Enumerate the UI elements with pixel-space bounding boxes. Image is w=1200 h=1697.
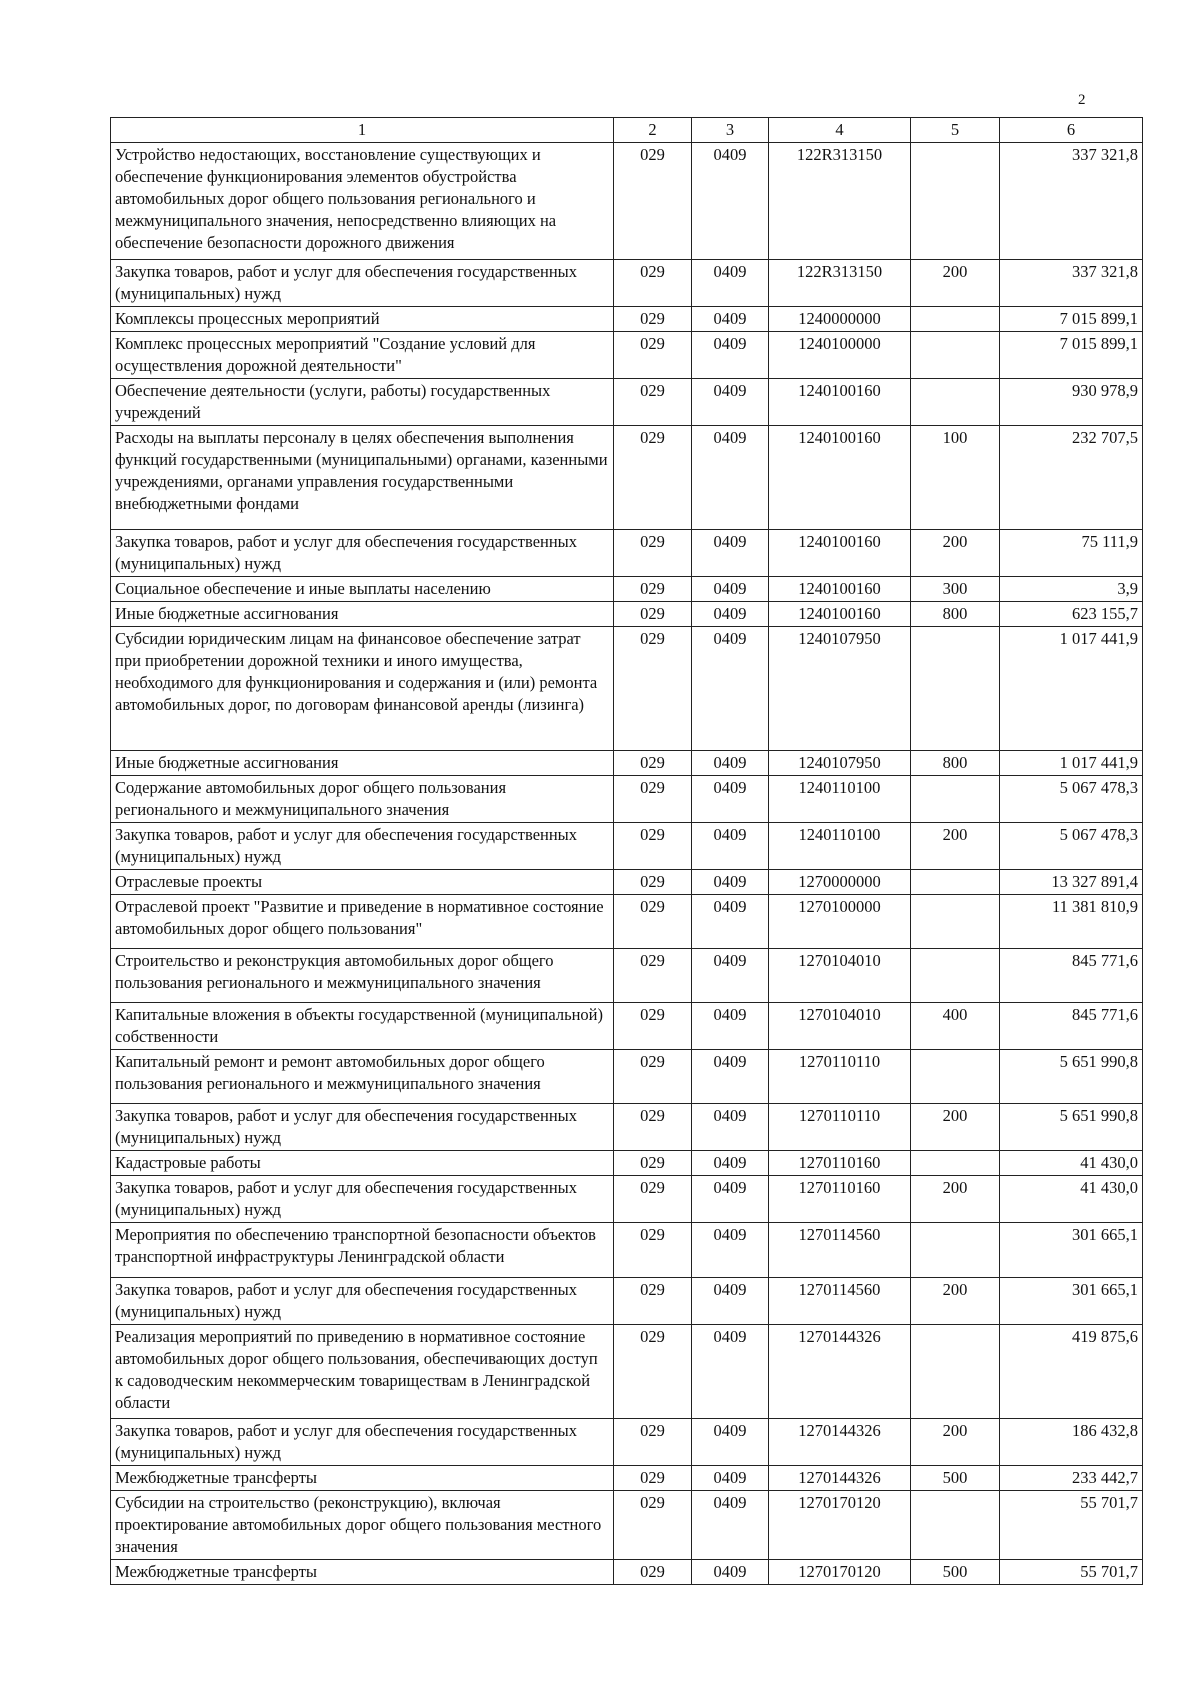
row-target-article-code: 1270114560 — [769, 1223, 911, 1278]
row-amount: 55 701,7 — [1000, 1491, 1143, 1560]
table-row — [111, 1278, 1143, 1325]
row-grbs-code: 029 — [614, 602, 692, 627]
row-amount: 845 771,6 — [1000, 949, 1143, 1003]
row-section-code: 0409 — [692, 143, 769, 260]
table-row — [111, 1466, 1143, 1491]
row-section-code: 0409 — [692, 1151, 769, 1176]
row-amount: 1 017 441,9 — [1000, 627, 1143, 751]
row-name: Расходы на выплаты персоналу в целях обеспечения выполнения функций государственными (муниципальными) органами, казенными учреждениями, органами управления государственными внебюджетными фондами — [111, 426, 614, 530]
row-amount: 337 321,8 — [1000, 260, 1143, 307]
row-section-code: 0409 — [692, 332, 769, 379]
row-amount: 5 067 478,3 — [1000, 776, 1143, 823]
table-row — [111, 379, 1143, 426]
row-target-article-code: 1270110110 — [769, 1104, 911, 1151]
row-grbs-code: 029 — [614, 530, 692, 577]
row-section-code: 0409 — [692, 1003, 769, 1050]
row-expense-type-code — [911, 776, 1000, 823]
row-section-code: 0409 — [692, 1491, 769, 1560]
row-section-code: 0409 — [692, 1560, 769, 1585]
row-expense-type-code: 200 — [911, 1419, 1000, 1466]
row-name: Закупка товаров, работ и услуг для обеспечения государственных (муниципальных) нужд — [111, 530, 614, 577]
row-amount: 55 701,7 — [1000, 1560, 1143, 1585]
row-name: Субсидии юридическим лицам на финансовое обеспечение затрат при приобретении дорожной техники и иного имущества, необходимого для функционирования и содержания и (или) ремонта автомобильных дорог, по договорам финансовой аренды (лизинга) — [111, 627, 614, 751]
row-target-article-code: 1240000000 — [769, 307, 911, 332]
row-section-code: 0409 — [692, 260, 769, 307]
row-expense-type-code — [911, 627, 1000, 751]
table-row — [111, 949, 1143, 1003]
header-row — [111, 118, 1143, 143]
row-amount: 11 381 810,9 — [1000, 895, 1143, 949]
row-amount: 5 651 990,8 — [1000, 1050, 1143, 1104]
row-grbs-code: 029 — [614, 1466, 692, 1491]
row-expense-type-code — [911, 1325, 1000, 1419]
row-grbs-code: 029 — [614, 751, 692, 776]
row-grbs-code: 029 — [614, 1104, 692, 1151]
header-col-1: 1 — [111, 118, 614, 143]
row-target-article-code: 1240100160 — [769, 426, 911, 530]
row-target-article-code: 122R313150 — [769, 260, 911, 307]
header-col-6: 6 — [1000, 118, 1143, 143]
row-grbs-code: 029 — [614, 1223, 692, 1278]
table-row — [111, 530, 1143, 577]
row-target-article-code: 1270170120 — [769, 1491, 911, 1560]
row-grbs-code: 029 — [614, 379, 692, 426]
row-grbs-code: 029 — [614, 307, 692, 332]
row-section-code: 0409 — [692, 1050, 769, 1104]
row-name: Закупка товаров, работ и услуг для обеспечения государственных (муниципальных) нужд — [111, 1176, 614, 1223]
row-amount: 337 321,8 — [1000, 143, 1143, 260]
row-expense-type-code: 500 — [911, 1560, 1000, 1585]
table-row — [111, 751, 1143, 776]
table-row — [111, 1104, 1143, 1151]
row-section-code: 0409 — [692, 1104, 769, 1151]
row-grbs-code: 029 — [614, 577, 692, 602]
row-expense-type-code: 200 — [911, 1104, 1000, 1151]
row-target-article-code: 1240110100 — [769, 823, 911, 870]
row-expense-type-code — [911, 1223, 1000, 1278]
table-row — [111, 895, 1143, 949]
row-target-article-code: 1270144326 — [769, 1325, 911, 1419]
table-row — [111, 627, 1143, 751]
row-expense-type-code: 200 — [911, 823, 1000, 870]
row-expense-type-code: 800 — [911, 602, 1000, 627]
table-row — [111, 577, 1143, 602]
row-expense-type-code: 800 — [911, 751, 1000, 776]
row-grbs-code: 029 — [614, 823, 692, 870]
row-name: Комплексы процессных мероприятий — [111, 307, 614, 332]
row-expense-type-code — [911, 949, 1000, 1003]
row-name: Закупка товаров, работ и услуг для обеспечения государственных (муниципальных) нужд — [111, 823, 614, 870]
row-target-article-code: 1270104010 — [769, 1003, 911, 1050]
row-section-code: 0409 — [692, 1419, 769, 1466]
row-grbs-code: 029 — [614, 1176, 692, 1223]
row-name: Социальное обеспечение и иные выплаты населению — [111, 577, 614, 602]
table-row — [111, 1151, 1143, 1176]
row-amount: 232 707,5 — [1000, 426, 1143, 530]
row-amount: 5 067 478,3 — [1000, 823, 1143, 870]
row-section-code: 0409 — [692, 307, 769, 332]
row-target-article-code: 1270110110 — [769, 1050, 911, 1104]
row-expense-type-code: 200 — [911, 260, 1000, 307]
row-section-code: 0409 — [692, 776, 769, 823]
row-amount: 75 111,9 — [1000, 530, 1143, 577]
row-target-article-code: 1240107950 — [769, 751, 911, 776]
row-expense-type-code — [911, 143, 1000, 260]
row-amount: 845 771,6 — [1000, 1003, 1143, 1050]
row-amount: 41 430,0 — [1000, 1151, 1143, 1176]
table-row — [111, 1223, 1143, 1278]
row-target-article-code: 122R313150 — [769, 143, 911, 260]
row-name: Кадастровые работы — [111, 1151, 614, 1176]
row-name: Мероприятия по обеспечению транспортной безопасности объектов транспортной инфраструктуры Ленинградской области — [111, 1223, 614, 1278]
row-expense-type-code — [911, 1151, 1000, 1176]
row-expense-type-code: 200 — [911, 1176, 1000, 1223]
row-section-code: 0409 — [692, 823, 769, 870]
row-grbs-code: 029 — [614, 1325, 692, 1419]
row-target-article-code: 1240110100 — [769, 776, 911, 823]
row-name: Реализация мероприятий по приведению в нормативное состояние автомобильных дорог общего пользования, обеспечивающих доступ к садоводческим некоммерческим товариществам в Ленинградской области — [111, 1325, 614, 1419]
row-name: Межбюджетные трансферты — [111, 1560, 614, 1585]
row-section-code: 0409 — [692, 870, 769, 895]
header-col-3: 3 — [692, 118, 769, 143]
row-expense-type-code — [911, 1050, 1000, 1104]
table-body — [111, 143, 1143, 1585]
row-grbs-code: 029 — [614, 870, 692, 895]
row-amount: 623 155,7 — [1000, 602, 1143, 627]
row-grbs-code: 029 — [614, 1278, 692, 1325]
row-section-code: 0409 — [692, 949, 769, 1003]
row-target-article-code: 1270110160 — [769, 1151, 911, 1176]
row-section-code: 0409 — [692, 577, 769, 602]
row-name: Закупка товаров, работ и услуг для обеспечения государственных (муниципальных) нужд — [111, 1419, 614, 1466]
table-row — [111, 1419, 1143, 1466]
row-section-code: 0409 — [692, 1176, 769, 1223]
table-row — [111, 602, 1143, 627]
table-row — [111, 776, 1143, 823]
row-grbs-code: 029 — [614, 1491, 692, 1560]
table-row — [111, 307, 1143, 332]
row-name: Закупка товаров, работ и услуг для обеспечения государственных (муниципальных) нужд — [111, 1278, 614, 1325]
row-grbs-code: 029 — [614, 1003, 692, 1050]
row-expense-type-code: 400 — [911, 1003, 1000, 1050]
budget-table — [110, 117, 1143, 1585]
row-expense-type-code: 500 — [911, 1466, 1000, 1491]
row-section-code: 0409 — [692, 627, 769, 751]
header-col-4: 4 — [769, 118, 911, 143]
row-expense-type-code — [911, 307, 1000, 332]
row-section-code: 0409 — [692, 1325, 769, 1419]
row-name: Иные бюджетные ассигнования — [111, 602, 614, 627]
row-expense-type-code — [911, 870, 1000, 895]
row-grbs-code: 029 — [614, 776, 692, 823]
row-amount: 233 442,7 — [1000, 1466, 1143, 1491]
row-name: Субсидии на строительство (реконструкцию), включая проектирование автомобильных дорог общего пользования местного значения — [111, 1491, 614, 1560]
row-target-article-code: 1240100160 — [769, 379, 911, 426]
row-name: Содержание автомобильных дорог общего пользования регионального и межмуниципального значения — [111, 776, 614, 823]
row-name: Закупка товаров, работ и услуг для обеспечения государственных (муниципальных) нужд — [111, 1104, 614, 1151]
row-grbs-code: 029 — [614, 143, 692, 260]
row-amount: 7 015 899,1 — [1000, 332, 1143, 379]
row-section-code: 0409 — [692, 751, 769, 776]
row-grbs-code: 029 — [614, 332, 692, 379]
row-amount: 41 430,0 — [1000, 1176, 1143, 1223]
table-row — [111, 1325, 1143, 1419]
row-section-code: 0409 — [692, 602, 769, 627]
row-name: Капитальный ремонт и ремонт автомобильных дорог общего пользования регионального и межмуниципального значения — [111, 1050, 614, 1104]
row-expense-type-code — [911, 895, 1000, 949]
table-row — [111, 1003, 1143, 1050]
row-grbs-code: 029 — [614, 627, 692, 751]
row-target-article-code: 1240100160 — [769, 530, 911, 577]
row-section-code: 0409 — [692, 1466, 769, 1491]
row-amount: 301 665,1 — [1000, 1223, 1143, 1278]
table-row — [111, 870, 1143, 895]
row-grbs-code: 029 — [614, 1050, 692, 1104]
page-number: 2 — [1078, 92, 1086, 108]
row-expense-type-code: 100 — [911, 426, 1000, 530]
row-target-article-code: 1270114560 — [769, 1278, 911, 1325]
row-section-code: 0409 — [692, 1278, 769, 1325]
row-amount: 930 978,9 — [1000, 379, 1143, 426]
row-amount: 186 432,8 — [1000, 1419, 1143, 1466]
row-target-article-code: 1270110160 — [769, 1176, 911, 1223]
table-row — [111, 1560, 1143, 1585]
row-expense-type-code — [911, 332, 1000, 379]
row-name: Иные бюджетные ассигнования — [111, 751, 614, 776]
row-name: Закупка товаров, работ и услуг для обеспечения государственных (муниципальных) нужд — [111, 260, 614, 307]
table-row — [111, 1050, 1143, 1104]
row-section-code: 0409 — [692, 426, 769, 530]
row-grbs-code: 029 — [614, 260, 692, 307]
row-section-code: 0409 — [692, 895, 769, 949]
row-amount: 419 875,6 — [1000, 1325, 1143, 1419]
row-target-article-code: 1270104010 — [769, 949, 911, 1003]
row-grbs-code: 029 — [614, 1560, 692, 1585]
row-section-code: 0409 — [692, 1223, 769, 1278]
header-col-2: 2 — [614, 118, 692, 143]
row-grbs-code: 029 — [614, 895, 692, 949]
row-expense-type-code: 200 — [911, 1278, 1000, 1325]
row-target-article-code: 1240100000 — [769, 332, 911, 379]
row-amount: 1 017 441,9 — [1000, 751, 1143, 776]
row-amount: 7 015 899,1 — [1000, 307, 1143, 332]
table-row — [111, 260, 1143, 307]
table-row — [111, 1176, 1143, 1223]
row-name: Обеспечение деятельности (услуги, работы) государственных учреждений — [111, 379, 614, 426]
header-col-5: 5 — [911, 118, 1000, 143]
row-name: Отраслевые проекты — [111, 870, 614, 895]
row-target-article-code: 1270100000 — [769, 895, 911, 949]
row-grbs-code: 029 — [614, 949, 692, 1003]
row-expense-type-code: 300 — [911, 577, 1000, 602]
row-target-article-code: 1240100160 — [769, 602, 911, 627]
row-section-code: 0409 — [692, 379, 769, 426]
row-target-article-code: 1270144326 — [769, 1419, 911, 1466]
row-target-article-code: 1270000000 — [769, 870, 911, 895]
row-name: Отраслевой проект "Развитие и приведение в нормативное состояние автомобильных дорог общего пользования" — [111, 895, 614, 949]
row-amount: 13 327 891,4 — [1000, 870, 1143, 895]
row-target-article-code: 1270170120 — [769, 1560, 911, 1585]
row-amount: 5 651 990,8 — [1000, 1104, 1143, 1151]
row-amount: 301 665,1 — [1000, 1278, 1143, 1325]
table-row — [111, 143, 1143, 260]
table-header — [111, 118, 1143, 143]
row-name: Комплекс процессных мероприятий "Создание условий для осуществления дорожной деятельности" — [111, 332, 614, 379]
row-amount: 3,9 — [1000, 577, 1143, 602]
row-expense-type-code — [911, 1491, 1000, 1560]
row-grbs-code: 029 — [614, 1419, 692, 1466]
row-expense-type-code — [911, 379, 1000, 426]
table-row — [111, 426, 1143, 530]
row-name: Устройство недостающих, восстановление существующих и обеспечение функционирования элементов обустройства автомобильных дорог общего пользования регионального и межмуниципального значения, непосредственно влияющих на обеспечение безопасности дорожного движения — [111, 143, 614, 260]
row-target-article-code: 1270144326 — [769, 1466, 911, 1491]
row-target-article-code: 1240107950 — [769, 627, 911, 751]
row-name: Капитальные вложения в объекты государственной (муниципальной) собственности — [111, 1003, 614, 1050]
row-name: Межбюджетные трансферты — [111, 1466, 614, 1491]
row-expense-type-code: 200 — [911, 530, 1000, 577]
table-row — [111, 332, 1143, 379]
row-section-code: 0409 — [692, 530, 769, 577]
row-grbs-code: 029 — [614, 1151, 692, 1176]
row-name: Строительство и реконструкция автомобильных дорог общего пользования регионального и межмуниципального значения — [111, 949, 614, 1003]
row-grbs-code: 029 — [614, 426, 692, 530]
table-row — [111, 1491, 1143, 1560]
row-target-article-code: 1240100160 — [769, 577, 911, 602]
table-row — [111, 823, 1143, 870]
